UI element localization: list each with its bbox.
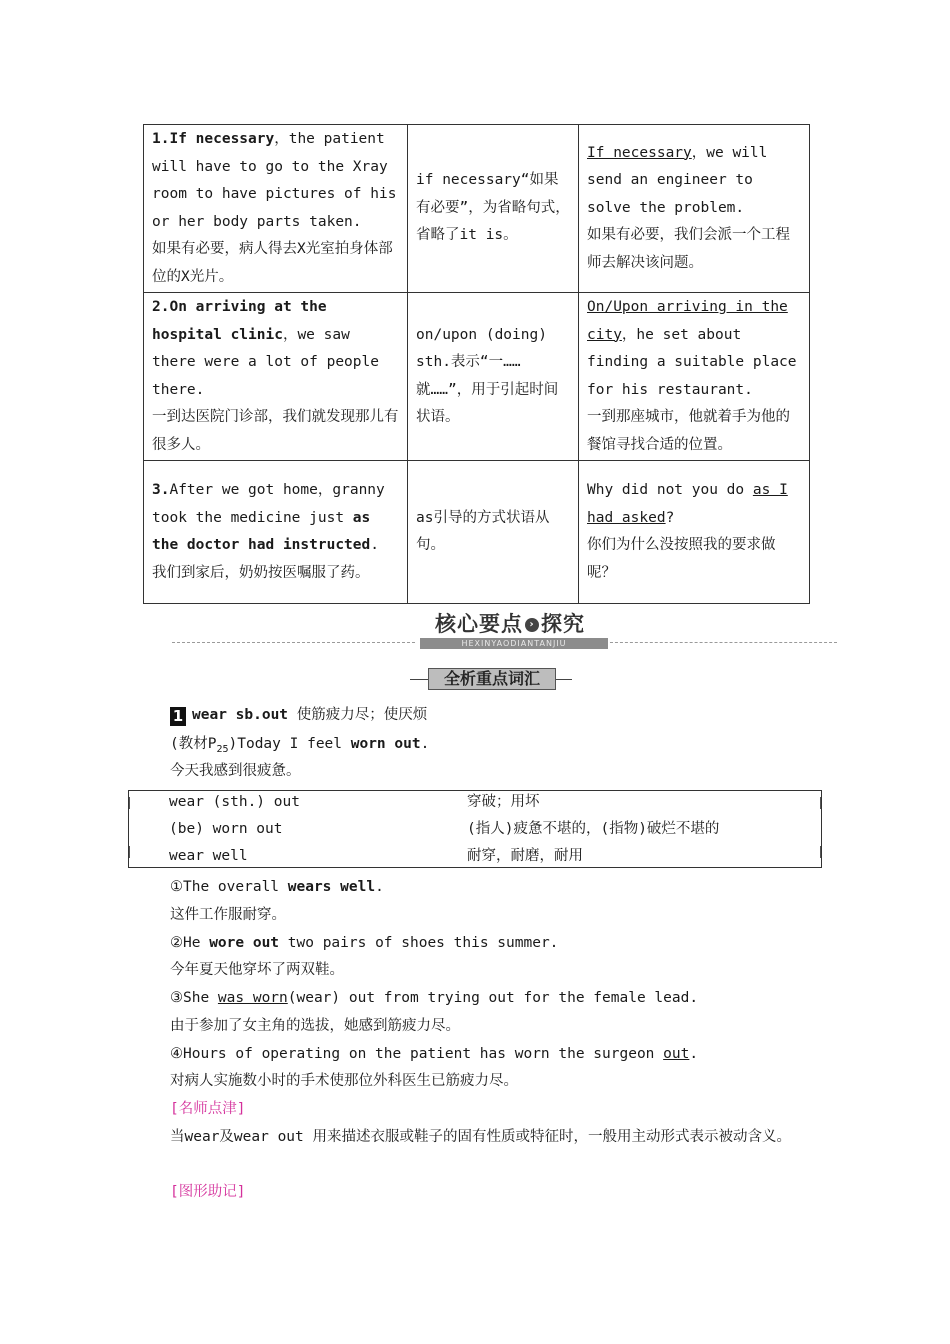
section-title-right: 探究 xyxy=(541,612,585,636)
entry-number: 1 xyxy=(170,707,186,726)
entry-source xyxy=(170,734,429,760)
practice-cell xyxy=(579,125,810,293)
source-text: )Today I feel xyxy=(228,736,351,752)
phrase-row xyxy=(129,844,821,869)
example-sentence xyxy=(170,988,698,1008)
phrase-en: wear (sth.) out xyxy=(169,794,300,810)
section-pinyin: HEXINYAODIANTANJIU xyxy=(420,638,608,649)
source-page: 25 xyxy=(216,743,229,755)
text-run: ? xyxy=(665,509,675,526)
text-run: ，he set about finding a suitable place for his restaurant. xyxy=(587,326,797,398)
example-text xyxy=(152,126,399,236)
text-run: ③She xyxy=(170,990,218,1006)
text-run: ，we saw there were a lot of people there. xyxy=(152,326,379,398)
bold-text: 1.If necessary xyxy=(152,131,275,147)
text-run: ，the patient will have to go to the Xray room to have pictures of his or her body parts taken. xyxy=(152,131,397,230)
table-row xyxy=(144,293,810,461)
example-translation: 对病人实施数小时的手术使那位外科医生已筋疲力尽。 xyxy=(170,1073,518,1089)
subheading xyxy=(410,668,572,688)
text-run: ②He xyxy=(170,935,210,951)
text-run: ①The overall xyxy=(170,879,288,895)
section-title xyxy=(415,610,605,638)
subheading-rule-right xyxy=(556,679,572,680)
entry-meaning: 使筋疲力尽；使厌烦 xyxy=(288,707,428,723)
underlined-answer: On/Upon arriving in the city xyxy=(587,299,788,343)
practice-text xyxy=(587,477,801,532)
subheading-rule-left xyxy=(410,679,428,680)
memory-label: [图形助记] xyxy=(170,1184,246,1200)
text-run: . xyxy=(375,879,384,895)
table-bottom-mark xyxy=(143,603,169,604)
phrase-cn: 穿破；用坏 xyxy=(467,794,540,810)
note-cell: as引导的方式状语从句。 xyxy=(408,461,579,604)
source-prefix: (教材P xyxy=(170,736,217,752)
section-banner xyxy=(415,610,605,650)
entry-heading xyxy=(170,705,427,726)
tip-label: [名师点津] xyxy=(170,1101,246,1117)
example-translation: 这件工作服耐穿。 xyxy=(170,907,286,923)
example-translation: 如果有必要，病人得去X光室拍身体部位的X光片。 xyxy=(152,241,393,285)
phrase-en: wear well xyxy=(169,848,248,864)
example-translation: 今年夏天他穿坏了两双鞋。 xyxy=(170,962,344,978)
note-cell: if necessary“如果有必要”，为省略句式，省略了it is。 xyxy=(408,125,579,293)
text-run: ，we will send an engineer to solve the problem. xyxy=(587,144,768,216)
text-run: . xyxy=(689,1046,699,1062)
divider-right xyxy=(605,642,837,643)
example-cell xyxy=(144,461,408,604)
section-title-left: 核心要点 xyxy=(435,612,523,636)
sentence-table xyxy=(143,124,810,604)
phrase-table xyxy=(128,790,822,868)
underlined-answer: as I had asked xyxy=(587,482,788,526)
practice-translation: 如果有必要，我们会派一个工程师去解决该问题。 xyxy=(587,227,790,271)
example-sentence xyxy=(170,933,558,953)
bold-text: 3. xyxy=(152,482,170,498)
practice-cell xyxy=(579,293,810,461)
example-text xyxy=(152,294,399,404)
arrow-right-icon: › xyxy=(525,618,539,632)
practice-cell xyxy=(579,461,810,604)
example-cell xyxy=(144,293,408,461)
bold-text: 2.On arriving at the hospital clinic xyxy=(152,299,327,343)
table-row xyxy=(144,461,810,604)
example-sentence xyxy=(170,1044,698,1064)
phrase-row xyxy=(129,790,821,815)
text-run: two pairs of shoes this summer. xyxy=(279,935,559,951)
note-cell: on/upon (doing) sth.表示“一……就……”，用于引起时间状语。 xyxy=(408,293,579,461)
underlined-answer: out xyxy=(663,1046,690,1062)
subheading-label: 全析重点词汇 xyxy=(428,668,556,690)
example-sentence xyxy=(170,877,384,897)
source-keyword: worn out xyxy=(350,736,421,752)
text-run: After we got home，granny took the medicine just xyxy=(152,482,385,526)
example-translation: 我们到家后，奶奶按医嘱服了药。 xyxy=(152,564,370,581)
phrase-row xyxy=(129,817,821,842)
example-cell xyxy=(144,125,408,293)
phrase-en: (be) worn out xyxy=(169,821,283,837)
practice-translation: 你们为什么没按照我的要求做呢？ xyxy=(587,537,776,581)
underlined-answer: was worn xyxy=(217,990,288,1006)
bold-text: wore out xyxy=(209,935,280,951)
text-run: . xyxy=(370,537,379,553)
text-run: Why did not you do xyxy=(587,482,753,498)
text-run: (wear) out from trying out for the female lead. xyxy=(287,990,699,1006)
text-run: ④Hours of operating on the patient has worn the surgeon xyxy=(170,1046,664,1062)
example-translation: 一到达医院门诊部，我们就发现那儿有很多人。 xyxy=(152,409,399,453)
practice-translation: 一到那座城市，他就着手为他的餐馆寻找合适的位置。 xyxy=(587,409,790,453)
divider-left xyxy=(172,642,415,643)
table-row xyxy=(144,125,810,293)
practice-text xyxy=(587,294,801,404)
phrase-cn: 耐穿，耐磨，耐用 xyxy=(467,848,583,864)
bold-text: wears well xyxy=(287,879,376,895)
underlined-answer: If necessary xyxy=(587,144,692,161)
bold-text: as the doctor had instructed xyxy=(152,509,371,553)
practice-text xyxy=(587,140,801,223)
example-translation: 由于参加了女主角的选拔，她感到筋疲力尽。 xyxy=(170,1018,460,1034)
example-text xyxy=(152,477,399,560)
entry-source-translation: 今天我感到很疲惫。 xyxy=(170,763,301,779)
phrase-cn: (指人)疲惫不堪的，(指物)破烂不堪的 xyxy=(467,821,720,837)
source-end: . xyxy=(420,736,430,752)
entry-headword: wear sb.out xyxy=(192,707,289,723)
tip-text: 当wear及wear out 用来描述衣服或鞋子的固有性质或特征时，一般用主动形式表示被动含义。 xyxy=(170,1129,791,1145)
